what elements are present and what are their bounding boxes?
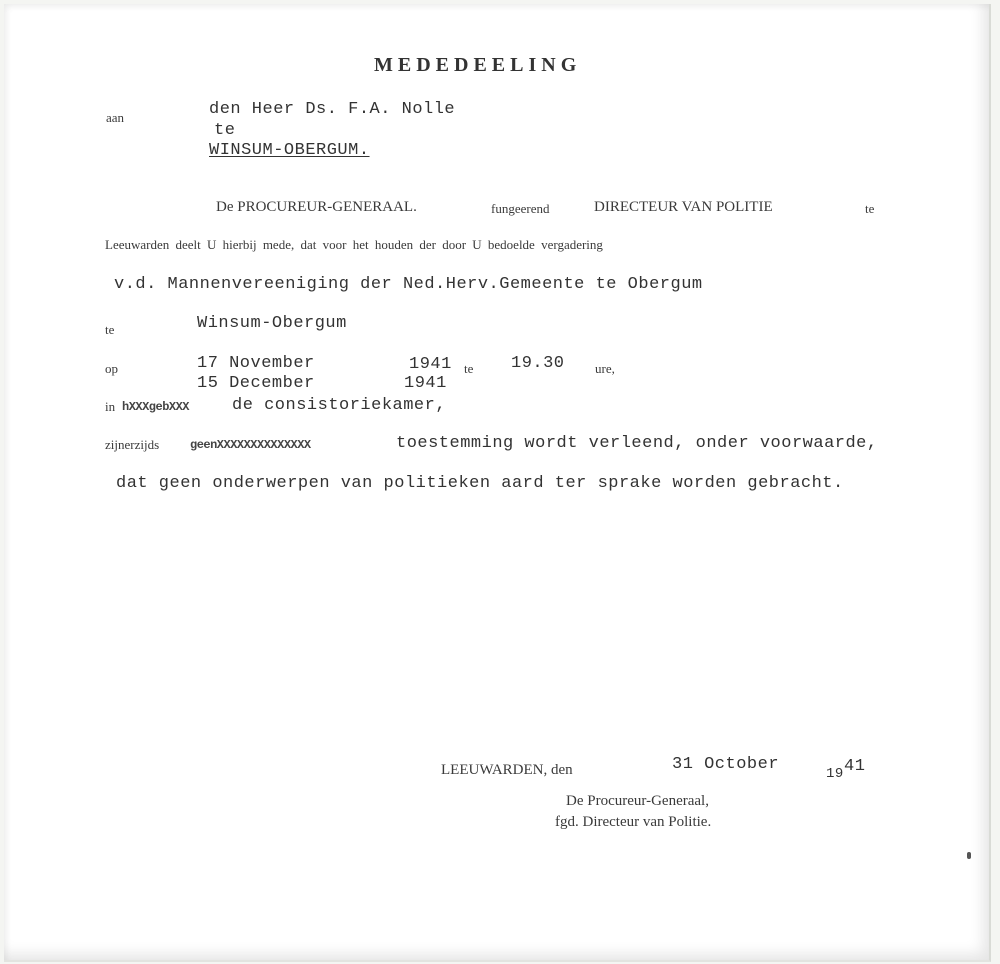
- signature-place: LEEUWARDEN, den: [441, 762, 573, 778]
- body-procureur: De PROCUREUR-GENERAAL.: [216, 199, 417, 215]
- op-label: op: [105, 361, 118, 376]
- body-fungeerend: fungeerend: [491, 201, 550, 216]
- te-place: Winsum-Obergum: [197, 314, 347, 333]
- signature-title-2: fgd. Directeur van Politie.: [555, 814, 712, 830]
- meeting-location: de consistoriekamer,: [232, 396, 447, 415]
- addressee-name: den Heer Ds. F.A. Nolle: [209, 100, 456, 119]
- body-line-2: Leeuwarden deelt U hierbij mede, dat voor het houden der door U bedoelde vergadering: [105, 237, 603, 252]
- meeting-year-1: 1941: [409, 355, 452, 374]
- signature-year-suffix: 41: [844, 757, 866, 776]
- in-label: in: [105, 399, 116, 414]
- consent-line: toestemming wordt verleend, onder voorwaarde,: [396, 434, 878, 453]
- zijnerzijds-label: zijnerzijds: [105, 437, 160, 452]
- ure-label: ure,: [595, 361, 615, 376]
- body-directeur: DIRECTEUR VAN POLITIE: [594, 199, 773, 215]
- document-page: [4, 4, 991, 962]
- meeting-date-1: 17 November: [197, 354, 315, 373]
- te-2: te: [464, 361, 474, 376]
- signature-date: 31 October: [672, 755, 780, 774]
- addressee-label: aan: [106, 110, 125, 125]
- struck-text-zijnerzijds: geenXXXXXXXXXXXXXX: [190, 438, 311, 452]
- addressee-te: te: [214, 121, 236, 140]
- struck-text-in: hXXXgebXXX: [122, 400, 190, 414]
- ink-mark: [967, 852, 971, 859]
- body-te: te: [865, 201, 875, 216]
- signature-title-1: De Procureur-Generaal,: [566, 793, 709, 809]
- meeting-year-2: 1941: [404, 374, 447, 393]
- organisation-name: v.d. Mannenvereeniging der Ned.Herv.Gemeente te Obergum: [114, 275, 703, 294]
- meeting-time: 19.30: [511, 354, 565, 373]
- meeting-date-2: 15 December: [197, 374, 315, 393]
- addressee-place: WINSUM-OBERGUM.: [209, 141, 370, 160]
- document-title: MEDEDEELING: [374, 54, 582, 76]
- te-label: te: [105, 322, 115, 337]
- condition-line: dat geen onderwerpen van politieken aard ter sprake worden gebracht.: [116, 474, 844, 493]
- signature-year-prefix: 19: [826, 766, 844, 782]
